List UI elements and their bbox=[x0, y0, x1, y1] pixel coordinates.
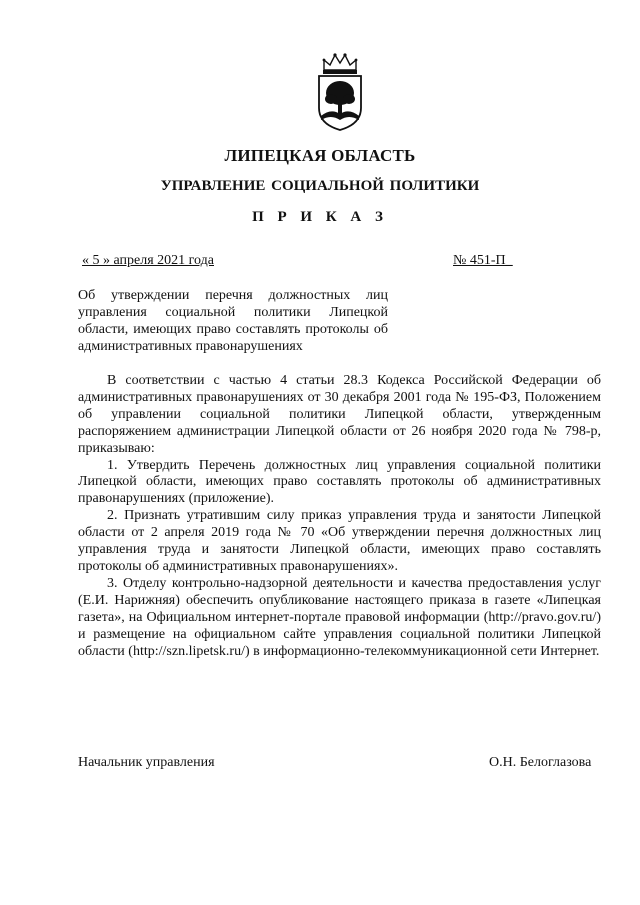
region-title: ЛИПЕЦКАЯ ОБЛАСТЬ bbox=[224, 146, 416, 165]
document-number: № 451-П_ bbox=[453, 253, 513, 268]
document-date: « 5 » апреля 2021 года bbox=[82, 253, 214, 268]
signatory-position: Начальник управления bbox=[78, 755, 215, 770]
paragraph-item-2: 2. Признать утратившим силу приказ управления труда и занятости Липецкой области от 2 апреля 2019 года № 70 «Об утверждении перечня должностных лиц управления труда и занятости Липецкой области, имеющих право составлять протоколы об административных правонарушениях». bbox=[78, 508, 601, 574]
paragraph-item-3: 3. Отделу контрольно-надзорной деятельности и качества предоставления услуг (Е.И. Нарижняя) обеспечить опубликование настоящего приказа в газете «Липецкая газета», на Официальном интернет-портале правовой информации (http://pravo.gov.ru/) и размещение на официальном сайте управления социальной политики Липецкой области (http://szn.lipetsk.ru/) в информационно-телекоммуникационной сети Интернет. bbox=[78, 575, 601, 659]
signatory-name: О.Н. Белоглазова bbox=[489, 755, 592, 770]
paragraph-item-1: 1. Утвердить Перечень должностных лиц управления социальной политики Липецкой области, имеющих право составлять протоколы об административных правонарушениях (приложение). bbox=[78, 457, 601, 507]
document-body bbox=[78, 373, 601, 660]
coat-of-arms-icon bbox=[311, 50, 369, 132]
department-title: УПРАВЛЕНИЕ СОЦИАЛЬНОЙ ПОЛИТИКИ bbox=[160, 178, 480, 194]
document-type: П Р И К А З bbox=[252, 209, 388, 225]
document-subject: Об утверждении перечня должностных лиц управления социальной политики Липецкой области, имеющих право составлять протоколы об административных правонарушениях bbox=[78, 288, 388, 354]
paragraph-preamble: В соответствии с частью 4 статьи 28.3 Кодекса Российской Федерации об административных правонарушениях от 30 декабря 2001 года № 195-ФЗ, Положением об управлении социальной политики Липецкой области, утвержденным распоряжением администрации Липецкой области от 26 ноября 2020 года № 798-р, приказываю: bbox=[78, 373, 601, 456]
